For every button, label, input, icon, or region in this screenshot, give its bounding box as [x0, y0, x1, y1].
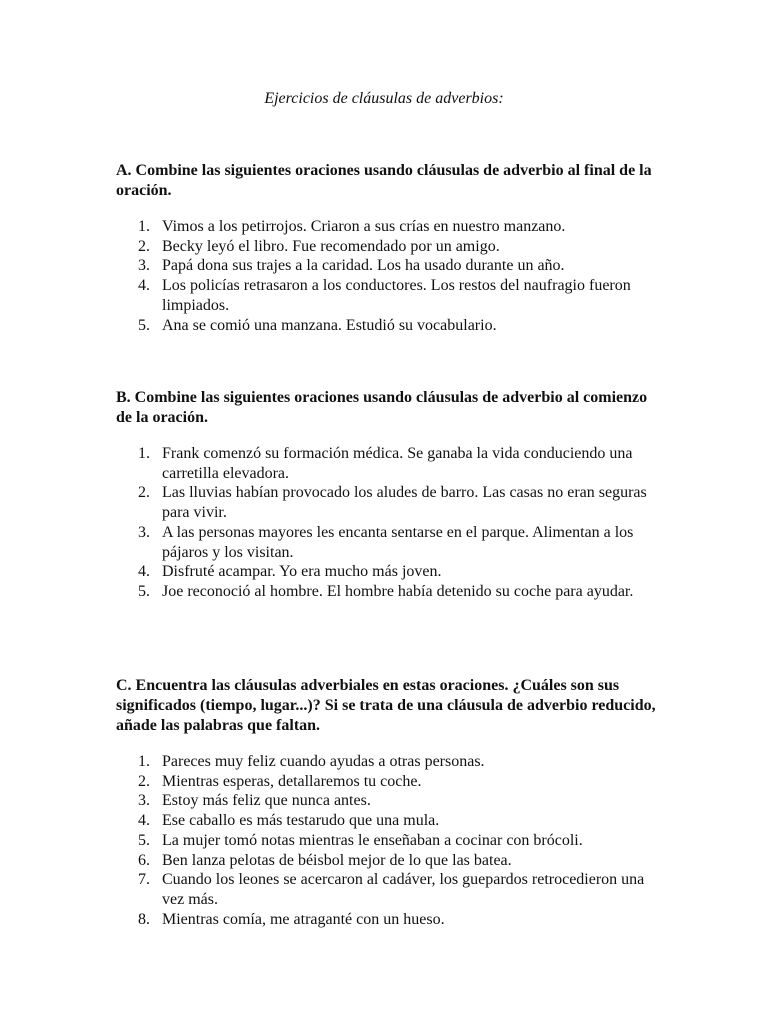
item-text: Ese caballo es más testarudo que una mula.	[162, 812, 440, 830]
section-c	[116, 676, 656, 929]
list-item	[116, 582, 656, 602]
item-text: Mientras esperas, detallaremos tu coche.	[162, 772, 422, 790]
item-text: Papá dona sus trajes a la caridad. Los ha usado durante un año.	[162, 257, 565, 275]
item-text: Frank comenzó su formación médica. Se ganaba la vida conduciendo una carretilla elevadora.	[162, 445, 633, 482]
item-number: 2.	[138, 237, 150, 255]
item-number: 3.	[138, 792, 150, 810]
item-text: Becky leyó el libro. Fue recomendado por un amigo.	[162, 237, 500, 255]
item-text: Vimos a los petirrojos. Criaron a sus crías en nuestro manzano.	[162, 218, 566, 235]
list-item	[116, 791, 656, 811]
item-number: 1.	[138, 218, 150, 235]
item-text: Disfruté acampar. Yo era mucho más joven.	[162, 563, 442, 581]
item-text: A las personas mayores les encanta sentarse en el parque. Alimentan a los pájaros y los visitan.	[162, 523, 634, 561]
list-item	[116, 811, 656, 831]
list-item	[116, 562, 656, 582]
item-number: 1.	[138, 445, 150, 462]
section-a-heading: A. Combine las siguientes oraciones usando cláusulas de adverbio al final de la oración.	[116, 162, 652, 199]
list-item	[116, 217, 656, 237]
section-a	[116, 161, 656, 335]
document-title: Ejercicios de cláusulas de adverbios:	[264, 90, 504, 107]
item-number: 4.	[138, 277, 150, 295]
item-number: 4.	[138, 812, 150, 830]
item-text: Mientras comía, me atraganté con un hueso.	[162, 910, 445, 928]
item-number: 3.	[138, 523, 150, 541]
item-text: Las lluvias habían provocado los aludes de barro. Las casas no eran seguras para vivir.	[162, 484, 647, 522]
section-b-list	[116, 444, 656, 602]
item-text: Los policías retrasaron a los conductores. Los restos del naufragio fueron limpiados.	[162, 277, 631, 314]
list-item	[116, 523, 656, 562]
item-number: 5.	[138, 831, 150, 849]
item-number: 8.	[138, 910, 150, 928]
item-number: 3.	[138, 257, 150, 275]
item-text: Ben lanza pelotas de béisbol mejor de lo que las batea.	[162, 851, 512, 869]
list-item	[116, 237, 656, 257]
list-item	[116, 444, 656, 483]
list-item	[116, 316, 656, 336]
item-text: Pareces muy feliz cuando ayudas a otras personas.	[162, 753, 485, 770]
item-text: Estoy más feliz que nunca antes.	[162, 792, 371, 810]
item-number: 5.	[138, 582, 150, 600]
item-text: Cuando los leones se acercaron al cadáver, los guepardos retrocedieron una vez más.	[162, 871, 645, 908]
list-item	[116, 483, 656, 522]
section-c-list	[116, 752, 656, 929]
list-item	[116, 851, 656, 871]
section-b	[116, 388, 656, 602]
item-text: Ana se comió una manzana. Estudió su vocabulario.	[162, 316, 497, 334]
item-text: La mujer tomó notas mientras le enseñaban a cocinar con brócoli.	[162, 831, 583, 849]
item-number: 1.	[138, 753, 150, 770]
section-c-heading: C. Encuentra las cláusulas adverbiales en estas oraciones. ¿Cuáles son sus significados (tiempo, lugar...)? Si se trata de una cláusula de adverbio reducido, añade las palabras que faltan.	[116, 677, 656, 734]
item-number: 2.	[138, 772, 150, 790]
list-item	[116, 256, 656, 276]
item-text: Joe reconoció al hombre. El hombre había detenido su coche para ayudar.	[162, 582, 634, 600]
list-item	[116, 831, 656, 851]
list-item	[116, 772, 656, 792]
list-item	[116, 870, 656, 909]
item-number: 5.	[138, 316, 150, 334]
section-b-heading: B. Combine las siguientes oraciones usando cláusulas de adverbio al comienzo de la oración.	[116, 389, 648, 426]
item-number: 7.	[138, 871, 150, 889]
item-number: 6.	[138, 851, 150, 869]
section-a-list	[116, 217, 656, 335]
item-number: 2.	[138, 484, 150, 502]
list-item	[116, 276, 656, 315]
list-item	[116, 752, 656, 772]
list-item	[116, 910, 656, 930]
item-number: 4.	[138, 563, 150, 581]
